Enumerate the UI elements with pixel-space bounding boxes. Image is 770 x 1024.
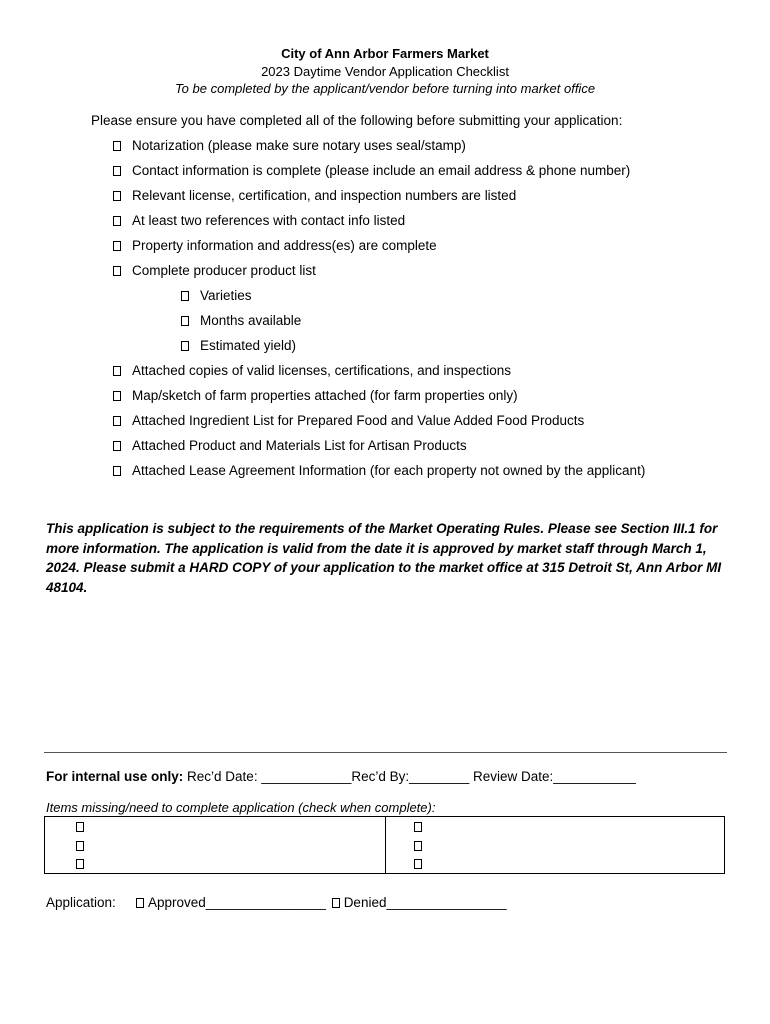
missing-items-table xyxy=(44,816,725,874)
checkbox-icon[interactable] xyxy=(113,266,121,276)
checklist-item[interactable]: Contact information is complete (please include an email address & phone number) xyxy=(113,162,630,179)
approved-checkbox-icon[interactable] xyxy=(136,898,144,908)
table-row xyxy=(45,817,725,836)
checkbox-icon[interactable] xyxy=(181,291,189,301)
table-row xyxy=(45,855,725,874)
table-cell xyxy=(386,855,725,874)
table-cell xyxy=(45,855,386,874)
checkbox-icon[interactable] xyxy=(414,859,422,869)
checklist-item[interactable]: Attached copies of valid licenses, certifications, and inspections xyxy=(113,362,511,379)
page-subtitle: 2023 Daytime Vendor Application Checklist xyxy=(261,64,509,79)
checkbox-icon[interactable] xyxy=(414,822,422,832)
checkbox-icon[interactable] xyxy=(76,841,84,851)
checklist-item[interactable]: Map/sketch of farm properties attached (for farm properties only) xyxy=(113,387,518,404)
internal-use-fields: Rec’d Date: ____________Rec’d By:________ Review Date:___________ xyxy=(183,769,636,784)
checkbox-icon[interactable] xyxy=(113,166,121,176)
checkbox-icon[interactable] xyxy=(113,416,121,426)
table-cell xyxy=(45,836,386,855)
checkbox-icon[interactable] xyxy=(113,441,121,451)
table-cell xyxy=(386,817,725,836)
instruction-text: To be completed by the applicant/vendor before turning into market office xyxy=(174,81,596,96)
checkbox-icon[interactable] xyxy=(113,366,121,376)
checkbox-icon[interactable] xyxy=(113,466,121,476)
checkbox-icon[interactable] xyxy=(113,191,121,201)
checkbox-icon[interactable] xyxy=(181,341,189,351)
checklist-item[interactable]: Attached Lease Agreement Information (for each property not owned by the applicant) xyxy=(113,462,645,479)
checkbox-icon[interactable] xyxy=(181,316,189,326)
table-cell xyxy=(45,817,386,836)
checklist-item[interactable]: At least two references with contact info listed xyxy=(113,212,405,229)
application-notice: This application is subject to the requirements of the Market Operating Rules. Please see Section III.1 for more information. The application is valid from the date it is approved by market staff through March 1, 2024. Please submit a HARD COPY of your application to the market office at 315 Detroit St, Ann Arbor MI 48104. xyxy=(46,521,722,595)
checklist-subitem[interactable]: Varieties xyxy=(181,287,252,304)
checklist-subitem[interactable]: Months available xyxy=(181,312,301,329)
checkbox-icon[interactable] xyxy=(113,241,121,251)
checklist-subitem[interactable]: Estimated yield) xyxy=(181,337,296,354)
checklist-item[interactable]: Property information and address(es) are complete xyxy=(113,237,437,254)
section-divider xyxy=(44,752,727,753)
denied-field: Denied________________ xyxy=(343,895,507,910)
checklist-item[interactable]: Attached Ingredient List for Prepared Food and Value Added Food Products xyxy=(113,412,584,429)
checkbox-icon[interactable] xyxy=(113,391,121,401)
internal-use-label: For internal use only: xyxy=(46,769,184,784)
missing-items-label: Items missing/need to complete application (check when complete): xyxy=(46,800,436,815)
checkbox-icon[interactable] xyxy=(414,841,422,851)
application-label: Application: xyxy=(46,895,116,910)
table-cell xyxy=(386,836,725,855)
checklist-item[interactable]: Attached Product and Materials List for Artisan Products xyxy=(113,437,467,454)
checklist-item[interactable]: Relevant license, certification, and inspection numbers are listed xyxy=(113,187,516,204)
approved-field: Approved________________ xyxy=(148,895,326,910)
page-title: City of Ann Arbor Farmers Market xyxy=(281,46,489,61)
table-row xyxy=(45,836,725,855)
checklist-item[interactable]: Complete producer product list xyxy=(113,262,316,279)
checkbox-icon[interactable] xyxy=(113,141,121,151)
checkbox-icon[interactable] xyxy=(113,216,121,226)
checkbox-icon[interactable] xyxy=(76,822,84,832)
intro-text: Please ensure you have completed all of the following before submitting your application: xyxy=(91,113,623,128)
denied-checkbox-icon[interactable] xyxy=(332,898,340,908)
approval-line xyxy=(46,894,507,911)
checklist-item[interactable]: Notarization (please make sure notary uses seal/stamp) xyxy=(113,137,466,154)
checkbox-icon[interactable] xyxy=(76,859,84,869)
internal-use-line xyxy=(46,768,636,785)
